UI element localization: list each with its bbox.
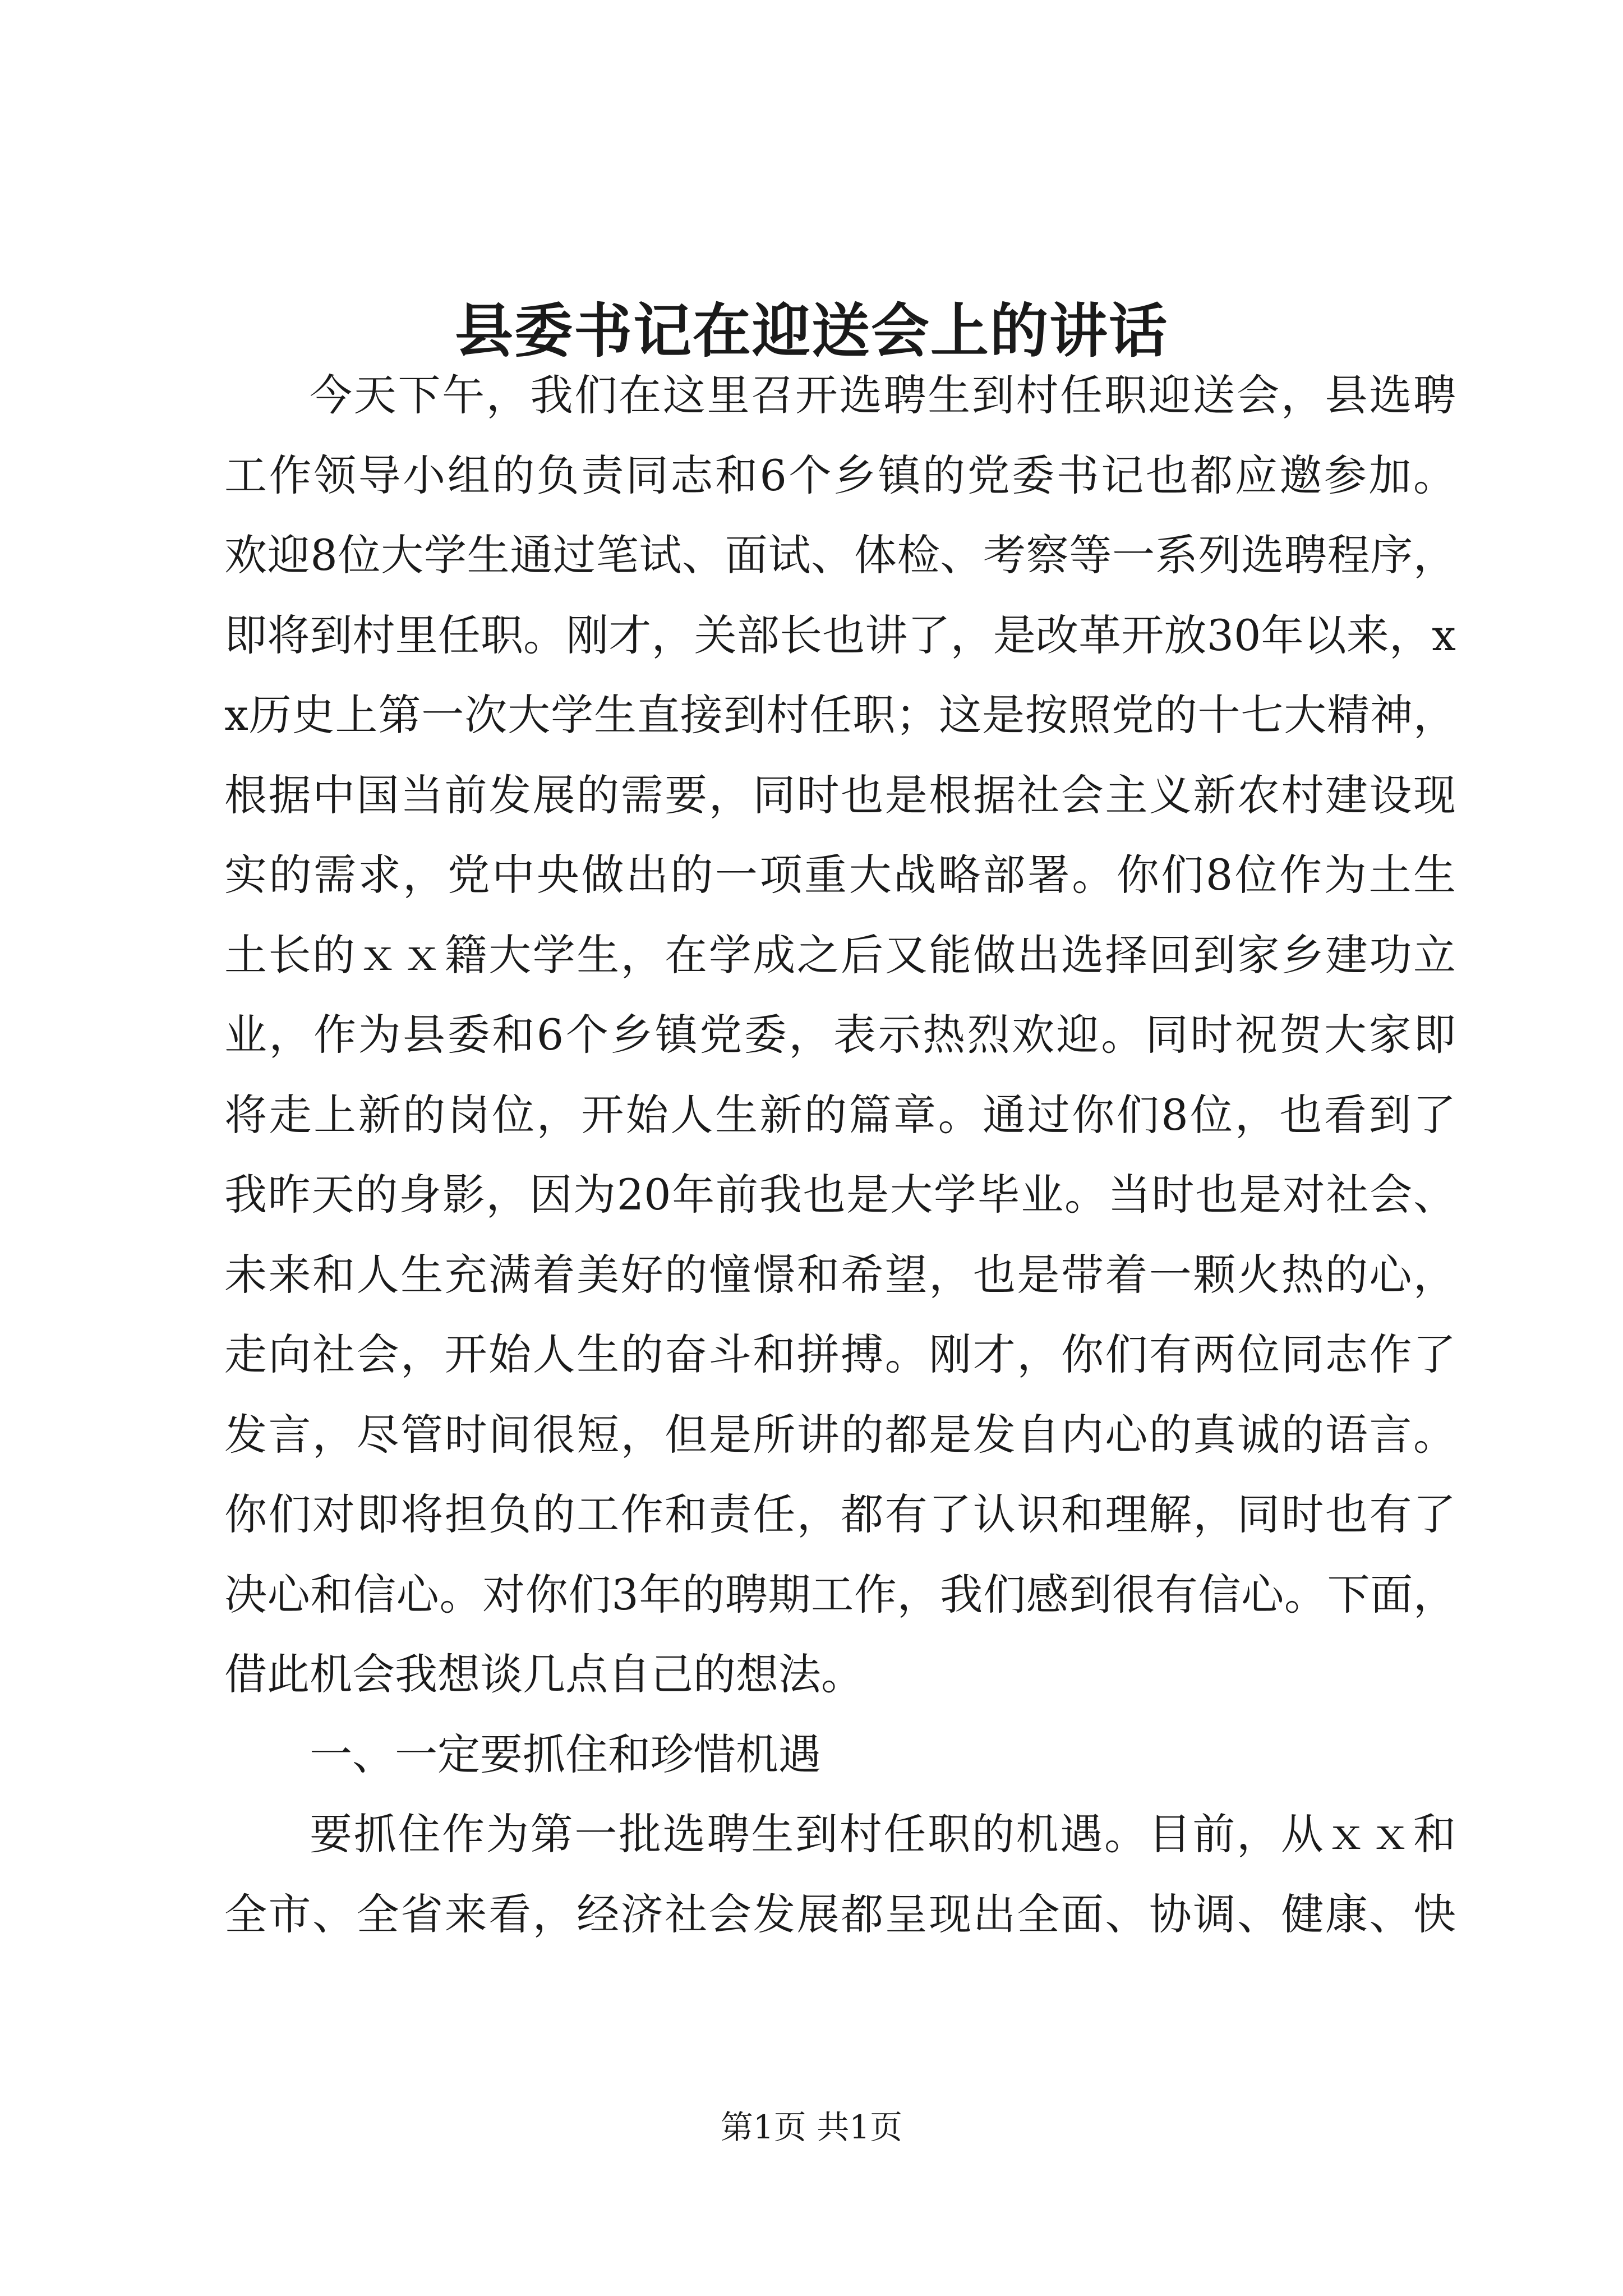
paragraph-line: 走向社会，开始人生的奋斗和拼搏。刚才，你们有两位同志作了 bbox=[224, 1329, 1456, 1379]
paragraph-line: 欢迎8位大学生通过笔试、面试、体检、考察等一系列选聘程序， bbox=[224, 530, 1456, 580]
paragraph-line: 全市、全省来看，经济社会发展都呈现出全面、协调、健康、快 bbox=[224, 1889, 1456, 1939]
paragraph-line: 今天下午，我们在这里召开选聘生到村任职迎送会，县选聘 bbox=[310, 370, 1456, 420]
paragraph-line: 未来和人生充满着美好的憧憬和希望，也是带着一颗火热的心， bbox=[224, 1249, 1456, 1300]
paragraph-line: 决心和信心。对你们3年的聘期工作，我们感到很有信心。下面， bbox=[224, 1569, 1456, 1619]
paragraph-line: 发言，尽管时间很短，但是所讲的都是发自内心的真诚的语言。 bbox=[224, 1409, 1456, 1460]
paragraph-line: 你们对即将担负的工作和责任，都有了认识和理解，同时也有了 bbox=[224, 1489, 1456, 1539]
document-title: 县委书记在迎送会上的讲话 bbox=[454, 296, 1168, 365]
paragraph-line: 工作领导小组的负责同志和6个乡镇的党委书记也都应邀参加。 bbox=[224, 450, 1456, 500]
paragraph-line: 要抓住作为第一批选聘生到村任职的机遇。目前，从ｘｘ和 bbox=[310, 1809, 1456, 1859]
paragraph-line: 土长的ｘｘ籍大学生，在学成之后又能做出选择回到家乡建功立 bbox=[224, 930, 1456, 980]
paragraph-line: 实的需求，党中央做出的一项重大战略部署。你们8位作为土生 bbox=[224, 850, 1456, 900]
paragraph-line: 借此机会我想谈几点自己的想法。 bbox=[224, 1649, 864, 1699]
document-body bbox=[224, 356, 1456, 1954]
paragraph-line: 即将到村里任职。刚才，关部长也讲了，是改革开放30年以来，x bbox=[224, 610, 1456, 660]
section-heading: 一、一定要抓住和珍惜机遇 bbox=[310, 1729, 821, 1779]
paragraph-line: 业，作为县委和6个乡镇党委，表示热烈欢迎。同时祝贺大家即 bbox=[224, 1010, 1456, 1060]
page-footer: 第1页 共1页 bbox=[720, 2108, 903, 2146]
paragraph-line: 我昨天的身影，因为20年前我也是大学毕业。当时也是对社会、 bbox=[224, 1170, 1456, 1220]
paragraph-line: 将走上新的岗位，开始人生新的篇章。通过你们8位，也看到了 bbox=[224, 1089, 1456, 1140]
paragraph-line: 根据中国当前发展的需要，同时也是根据社会主义新农村建设现 bbox=[224, 770, 1456, 820]
paragraph-line: x历史上第一次大学生直接到村任职；这是按照党的十七大精神， bbox=[224, 690, 1456, 740]
